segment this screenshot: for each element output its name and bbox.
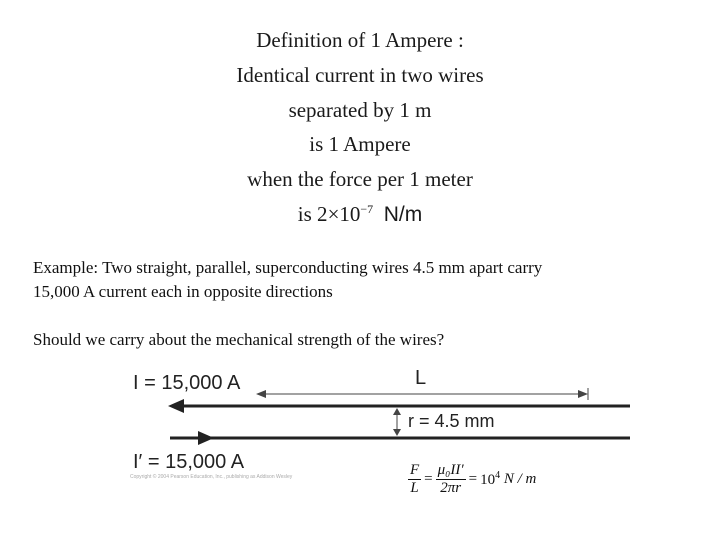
question-text: Should we carry about the mechanical strength of the wires? xyxy=(33,330,445,349)
bottom-current-arrowhead xyxy=(198,431,214,445)
power-base: 10 xyxy=(339,202,361,226)
force-formula xyxy=(408,462,536,497)
equals-sign-2: = xyxy=(468,471,478,487)
example-text xyxy=(33,256,693,304)
separation-arrow-up xyxy=(393,408,401,415)
current-top-label: I = 15,000 A xyxy=(133,372,241,394)
force-prefix: is 2 xyxy=(297,202,328,226)
separation-label: r = 4.5 mm xyxy=(408,411,495,431)
power-exponent: −7 xyxy=(360,202,374,216)
ampere-numerator: μ₀II′ xyxy=(437,462,464,478)
result-value xyxy=(480,472,500,488)
copyright-text: Copyright © 2004 Pearson Education, Inc., publishing as Addison Wesley xyxy=(130,474,293,480)
length-label: L xyxy=(415,367,427,389)
separation-arrow-down xyxy=(393,429,401,436)
definition-line-1: Definition of 1 Ampere : xyxy=(256,28,464,52)
result-base: 10 xyxy=(480,472,496,488)
length-arrow-left xyxy=(256,390,266,398)
force-unit: N/m xyxy=(383,203,423,226)
length-arrow-right xyxy=(578,390,588,398)
ampere-law-fraction xyxy=(436,462,466,497)
definition-line-2: Identical current in two wires xyxy=(236,63,484,87)
definition-line-5: when the force per 1 meter xyxy=(247,167,473,191)
force-per-length-fraction xyxy=(408,462,421,497)
length-symbol: L xyxy=(410,480,419,496)
force-symbol: F xyxy=(410,462,420,478)
times-sign: × xyxy=(327,202,340,226)
current-bottom-label: I′ = 15,000 A xyxy=(133,451,245,473)
definition-line-6 xyxy=(0,203,720,226)
result-unit: N / m xyxy=(503,471,537,487)
equals-sign-1: = xyxy=(424,471,433,487)
result-exponent: 4 xyxy=(495,470,501,481)
example-line-2: 15,000 A current each in opposite directions xyxy=(33,282,333,301)
top-current-arrowhead xyxy=(168,399,184,413)
definition-line-4: is 1 Ampere xyxy=(309,132,411,156)
definition-line-3: separated by 1 m xyxy=(288,98,432,122)
ampere-denominator: 2πr xyxy=(440,480,462,496)
example-line-1: Example: Two straight, parallel, superconducting wires 4.5 mm apart carry xyxy=(33,258,543,277)
